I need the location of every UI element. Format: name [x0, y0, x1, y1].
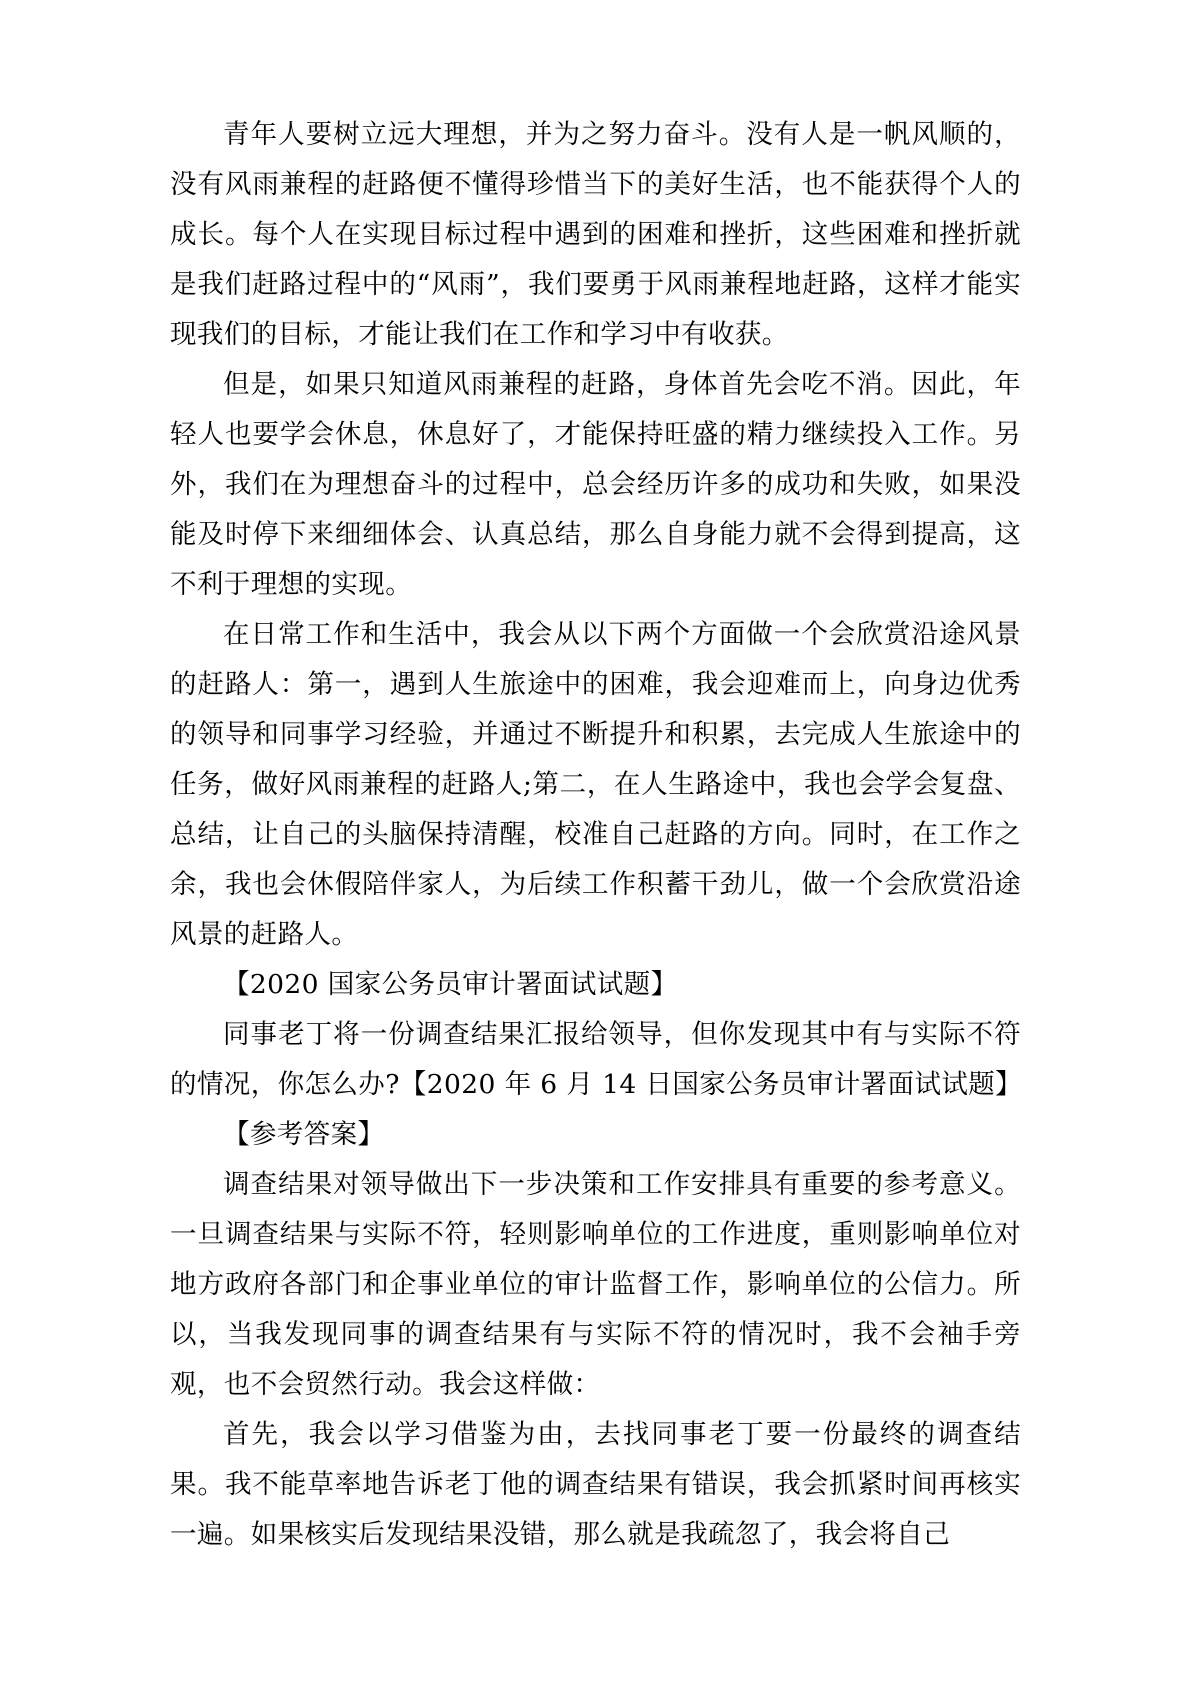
heading-reference-answer: 【参考答案】: [223, 1119, 385, 1150]
paragraph-youth-ideals: 青年人要树立远大理想，并为之努力奋斗。没有人是一帆风顺的，没有风雨兼程的赶路便不懂得珍惜当下的美好生活，也不能获得个人的成长。每个人在实现目标过程中遇到的困难和挫折，这些困难和挫折就是我们赶路过程中的“风雨”，我们要勇于风雨兼程地赶路，这样才能实现我们的目标，才能让我们在工作和学习中有收获。: [170, 119, 1021, 350]
document-body: [170, 110, 1021, 1560]
paragraph-two-aspects: 在日常工作和生活中，我会从以下两个方面做一个会欣赏沿途风景的赶路人：第一，遇到人生旅途中的困难，我会迎难而上，向身边优秀的领导和同事学习经验，并通过不断提升和积累，去完成人生旅途中的任务，做好风雨兼程的赶路人;第二，在人生路途中，我也会学会复盘、总结，让自己的头脑保持清醒，校准自己赶路的方向。同时，在工作之余，我也会休假陪伴家人，为后续工作积蓄干劲儿，做一个会欣赏沿途风景的赶路人。: [170, 619, 1021, 950]
paragraph-answer-first-step: 首先，我会以学习借鉴为由，去找同事老丁要一份最终的调查结果。我不能草率地告诉老丁他的调查结果有错误，我会抓紧时间再核实一遍。如果核实后发现结果没错，那么就是我疏忽了，我会将自己: [170, 1419, 1021, 1550]
paragraph-answer-significance: 调查结果对领导做出下一步决策和工作安排具有重要的参考意义。一旦调查结果与实际不符，轻则影响单位的工作进度，重则影响单位对地方政府各部门和企事业单位的审计监督工作，影响单位的公信力。所以，当我发现同事的调查结果有与实际不符的情况时，我不会袖手旁观，也不会贸然行动。我会这样做：: [170, 1169, 1021, 1400]
paragraph-question: 同事老丁将一份调查结果汇报给领导，但你发现其中有与实际不符的情况，你怎么办?【2020 年 6 月 14 日国家公务员审计署面试试题】: [170, 1019, 1023, 1100]
paragraph-rest-and-review: 但是，如果只知道风雨兼程的赶路，身体首先会吃不消。因此，年轻人也要学会休息，休息好了，才能保持旺盛的精力继续投入工作。另外，我们在为理想奋斗的过程中，总会经历许多的成功和失败，如果没能及时停下来细细体会、认真总结，那么自身能力就不会得到提高，这不利于理想的实现。: [170, 369, 1021, 600]
heading-exam-title: 【2020 国家公务员审计署面试试题】: [223, 969, 678, 1000]
